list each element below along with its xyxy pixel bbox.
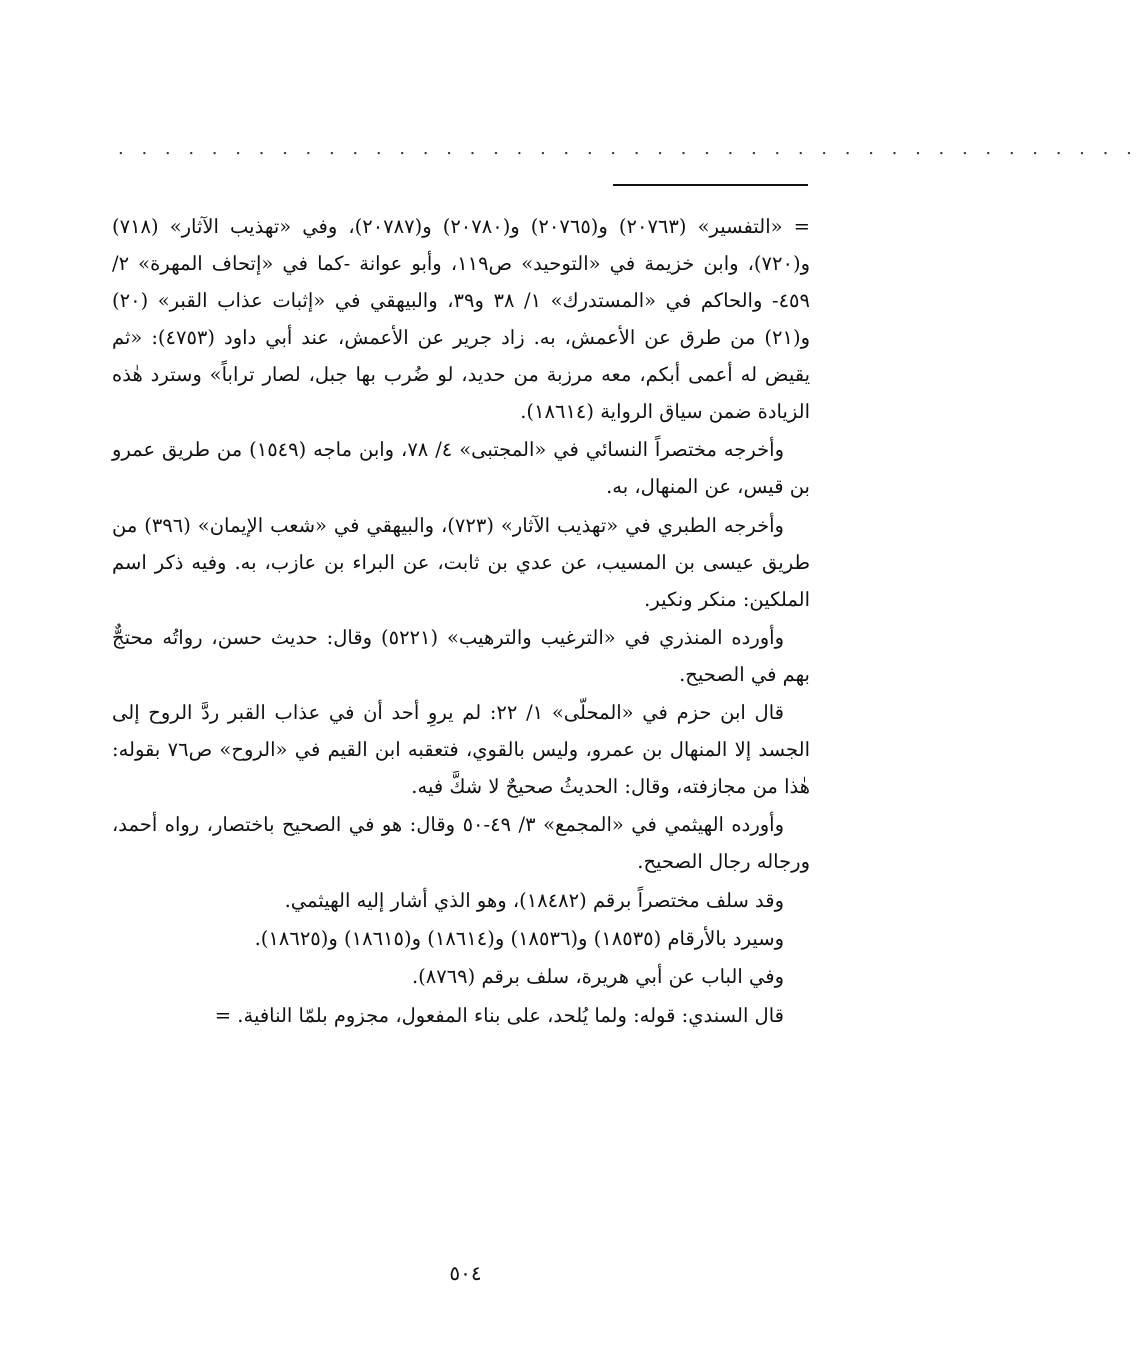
footnote-paragraph: وأورده الهيثمي في «المجمع» ٣/ ٤٩-٥٠ وقال: هو في الصحيح باختصار، رواه أحمد، ورجاله رجال الصحيح. [112,813,810,874]
footnote-paragraph: وقد سلف مختصراً برقم (١٨٤٨٢)، وهو الذي أشار إليه الهيثمي. [284,888,784,912]
separator-dots: . . . . . . . . . . . . . . . . . . . . . . . . . . . . . . . . . . . . . . . . . . . . [118,138,1138,159]
footnote-paragraph: = «التفسير» (٢٠٧٦٣) و(٢٠٧٦٥) و(٢٠٧٨٠) و(٢٠٧٨٧)، وفي «تهذيب الآثار» (٧١٨) و(٧٢٠)، وابن خزيمة في «التوحيد» ص١١٩، وأبو عوانة -كما في «إتحاف المهرة» ٢/ ٤٥٩- والحاكم في «المستدرك» ١/ ٣٨ و٣٩، والبيهقي في «إثبات عذاب القبر» (٢٠) و(٢١) من طرق عن الأعمش، به. زاد جرير عن الأعمش، عند أبي داود (٤٧٥٣): «ثم يقيض له أعمى أبكم، معه مرزبة من حديد، لو ضُرب بها جبل، لصار تراباً» وسترد هٰذه الزيادة ضمن سياق الرواية (١٨٦١٤). [112,215,811,423]
footnote-paragraph: وأخرجه مختصراً النسائي في «المجتبى» ٤/ ٧٨، وابن ماجه (١٥٤٩) من طريق عمرو بن قيس، عن المنهال، به. [112,438,810,499]
footnote-body [112,208,810,1035]
page-number: ٥٠٤ [449,1261,482,1285]
footnote-paragraph: قال السندي: قوله: ولما يُلحد، على بناء المفعول، مجزوم بلمّا النافية. = [214,1003,784,1027]
footnote-paragraph: وفي الباب عن أبي هريرة، سلف برقم (٨٧٦٩). [411,965,784,989]
footnote-paragraph: وأخرجه الطبري في «تهذيب الآثار» (٧٢٣)، والبيهقي في «شعب الإيمان» (٣٩٦) من طريق عيسى بن المسيب، عن عدي بن ثابت، عن البراء بن عازب، به. وفيه ذكر اسم الملكين: منكر ونكير. [112,513,810,611]
footnote-paragraph: وسيرد بالأرقام (١٨٥٣٥) و(١٨٥٣٦) و(١٨٦١٤) و(١٨٦١٥) و(١٨٦٢٥). [254,927,784,951]
footnote-paragraph: وأورده المنذري في «الترغيب والترهيب» (٥٢٢١) وقال: حديث حسن، رواتُه محتجٌّ بهم في الصحيح. [112,625,810,686]
footnote-paragraph: قال ابن حزم في «المحلّى» ١/ ٢٢: لم يروِ أحد أن في عذاب القبر ردَّ الروح إلى الجسد إلا المنهال بن عمرو، وليس بالقوي، فتعقبه ابن القيم في «الروح» ص٧٦ بقوله: هٰذا من مجازفته، وقال: الحديثُ صحيحٌ لا شكَّ فيه. [112,701,810,799]
footnote-rule [613,184,808,186]
